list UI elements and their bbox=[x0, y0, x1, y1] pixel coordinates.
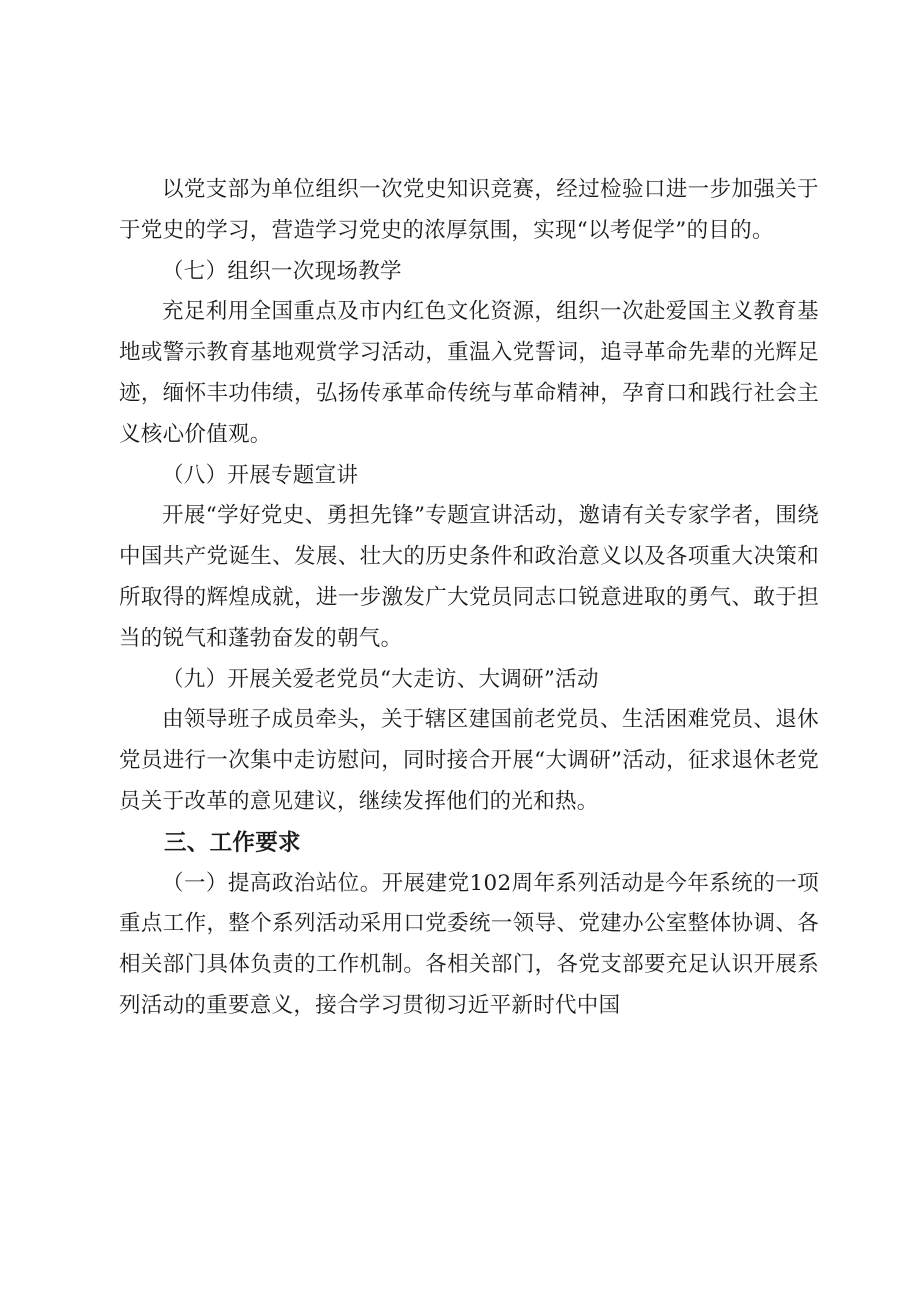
subheading-special-lectures: （八）开展专题宣讲 bbox=[162, 462, 359, 488]
paragraph-lecture-activity: 开展“学好党史、勇担先锋”专题宣讲活动，邀请有关专家学者，围绕中国共产党诞生、发展、壮大的历史条件和政治意义以及各项重大决策和所取得的辉煌成就，进一步激发广大党员同志口锐意进取的勇气、敢于担当的锐气和蓬勃奋发的朝气。 bbox=[119, 503, 819, 651]
paragraph-party-history-quiz: 以党支部为单位组织一次党史知识竞赛，经过检验口进一步加强关于于党史的学习，营造学习党史的浓厚氛围，实现“以考促学”的目的。 bbox=[119, 177, 819, 243]
paragraph-political-stance: （一）提高政治站位。开展建党102周年系列活动是今年系统的一项重点工作，整个系列活动采用口党委统一领导、党建办公室整体协调、各相关部门具体负责的工作机制。各相关部门，各党支部要充足认识开展系列活动的重要意义，接合学习贯彻习近平新时代中国 bbox=[119, 870, 819, 1018]
paragraph-red-culture-resources: 充足利用全国重点及市内红色文化资源，组织一次赴爱国主义教育基地或警示教育基地观赏学习活动，重温入党誓词，追寻革命先辈的光辉足迹，缅怀丰功伟绩，弘扬传承革命传统与革命精神，孕育口和践行社会主义核心价值观。 bbox=[119, 299, 819, 447]
subheading-care-for-veterans: （九）开展关爱老党员“大走访、大调研”活动 bbox=[162, 666, 599, 692]
section-heading-work-requirements: 三、工作要求 bbox=[164, 829, 301, 856]
paragraph-visits-and-research: 由领导班子成员牵头，关于辖区建国前老党员、生活困难党员、退休党员进行一次集中走访慰问，同时接合开展“大调研”活动，征求退休老党员关于改革的意见建议，继续发挥他们的光和热。 bbox=[119, 707, 819, 814]
subheading-onsite-teaching: （七）组织一次现场教学 bbox=[162, 258, 402, 284]
document-body bbox=[119, 170, 819, 1027]
